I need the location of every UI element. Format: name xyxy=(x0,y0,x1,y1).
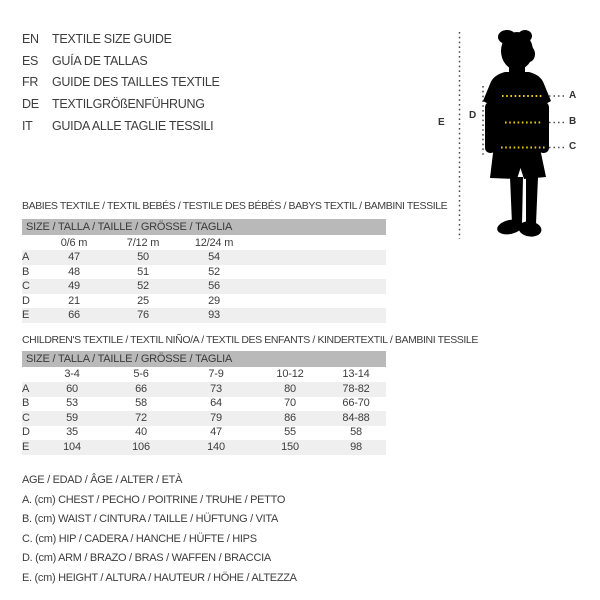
table-cell: 150 xyxy=(281,440,299,453)
children-table-body xyxy=(22,367,386,455)
table-cell: 93 xyxy=(208,309,220,322)
row-label: A xyxy=(22,382,30,395)
measure-label-d: D xyxy=(469,110,477,121)
size-header-label: SIZE / TALLA / TAILLE / GRÖSSE / TAGLIA xyxy=(26,221,233,233)
measurement-figure xyxy=(430,10,600,245)
language-code: ES xyxy=(22,53,39,68)
legend-items xyxy=(22,491,297,589)
table-cell: 40 xyxy=(135,426,147,439)
row-label: C xyxy=(22,411,30,424)
legend-item: D. (cm) ARM / BRAZO / BRAS / WAFFEN / BRACCIA xyxy=(22,552,271,565)
table-row xyxy=(22,440,386,455)
table-cell: 70 xyxy=(284,397,296,410)
table-cell: 47 xyxy=(68,251,80,264)
column-header: 3-4 xyxy=(64,367,80,380)
column-header-row xyxy=(22,367,386,382)
language-row xyxy=(22,115,220,137)
table-cell: 48 xyxy=(68,265,80,278)
column-header-row xyxy=(22,235,386,250)
measure-label-e: E xyxy=(438,117,445,128)
row-label: E xyxy=(22,440,30,453)
table-row xyxy=(22,382,386,397)
table-cell: 84-88 xyxy=(342,411,370,424)
child-silhouette-icon xyxy=(430,10,600,245)
table-cell: 79 xyxy=(210,411,222,424)
language-row xyxy=(22,71,220,93)
table-cell: 104 xyxy=(63,440,81,453)
table-cell: 59 xyxy=(66,411,78,424)
children-size-table xyxy=(22,351,386,455)
table-row xyxy=(22,250,386,265)
table-cell: 66-70 xyxy=(342,397,370,410)
babies-size-table xyxy=(22,219,386,323)
language-row xyxy=(22,50,220,72)
column-header: 10-12 xyxy=(276,367,304,380)
row-label: D xyxy=(22,426,30,439)
table-row xyxy=(22,265,386,280)
language-row xyxy=(22,28,220,50)
table-cell: 76 xyxy=(137,309,149,322)
children-size-header-bar xyxy=(22,351,386,367)
legend-age-line: AGE / EDAD / ÂGE / ALTER / ETÀ xyxy=(22,474,183,486)
table-cell: 140 xyxy=(207,440,225,453)
size-header-label: SIZE / TALLA / TAILLE / GRÖSSE / TAGLIA xyxy=(26,353,233,365)
legend-item: A. (cm) CHEST / PECHO / POITRINE / TRUHE / PETTO xyxy=(22,493,286,506)
table-cell: 52 xyxy=(208,265,220,278)
table-cell: 86 xyxy=(284,411,296,424)
babies-table-body xyxy=(22,235,386,323)
language-code: FR xyxy=(22,75,39,90)
table-cell: 56 xyxy=(208,280,220,293)
table-cell: 21 xyxy=(68,294,80,307)
language-label: GUIDA ALLE TAGLIE TESSILI xyxy=(52,118,214,133)
babies-section-title: BABIES TEXTILE / TEXTIL BEBÉS / TESTILE DES BÉBÉS / BABYS TEXTIL / BAMBINI TESSILE xyxy=(22,200,448,212)
row-label: A xyxy=(22,251,30,264)
legend-item: B. (cm) WAIST / CINTURA / TAILLE / HÜFTUNG / VITA xyxy=(22,513,279,526)
legend-item: C. (cm) HIP / CADERA / HANCHE / HÜFTE / HIPS xyxy=(22,532,257,545)
table-cell: 52 xyxy=(137,280,149,293)
measure-label-b: B xyxy=(569,116,577,127)
language-row xyxy=(22,93,220,115)
language-code: IT xyxy=(22,118,33,133)
table-cell: 58 xyxy=(350,426,362,439)
table-cell: 64 xyxy=(210,397,222,410)
table-row xyxy=(22,308,386,323)
column-header: 5-6 xyxy=(133,367,149,380)
table-cell: 66 xyxy=(68,309,80,322)
table-cell: 73 xyxy=(210,382,222,395)
children-section-title: CHILDREN'S TEXTILE / TEXTIL NIÑO/A / TEXTIL DES ENFANTS / KINDERTEXTIL / BAMBINI TESSILE xyxy=(22,334,478,346)
table-cell: 25 xyxy=(137,294,149,307)
row-label: D xyxy=(22,294,30,307)
measure-label-a: A xyxy=(569,90,577,101)
column-header: 7-9 xyxy=(208,367,224,380)
table-cell: 80 xyxy=(284,382,296,395)
measurement-legend xyxy=(22,471,297,589)
column-header: 13-14 xyxy=(342,367,370,380)
table-cell: 51 xyxy=(137,265,149,278)
table-cell: 72 xyxy=(135,411,147,424)
table-cell: 53 xyxy=(66,397,78,410)
table-row xyxy=(22,279,386,294)
table-cell: 47 xyxy=(210,426,222,439)
table-cell: 49 xyxy=(68,280,80,293)
language-list xyxy=(22,28,220,136)
measure-label-c: C xyxy=(569,141,577,152)
legend-item: E. (cm) HEIGHT / ALTURA / HAUTEUR / HÖHE / ALTEZZA xyxy=(22,571,297,584)
table-row xyxy=(22,397,386,412)
language-code: EN xyxy=(22,31,39,46)
row-label: C xyxy=(22,280,30,293)
column-header: 0/6 m xyxy=(60,236,88,249)
language-label: GUIDE DES TAILLES TEXTILE xyxy=(52,75,220,90)
babies-size-header-bar xyxy=(22,219,386,235)
table-cell: 58 xyxy=(135,397,147,410)
table-cell: 66 xyxy=(135,382,147,395)
table-cell: 98 xyxy=(350,440,362,453)
table-cell: 106 xyxy=(132,440,150,453)
table-cell: 35 xyxy=(66,426,78,439)
table-row xyxy=(22,411,386,426)
column-header: 12/24 m xyxy=(194,236,234,249)
table-cell: 29 xyxy=(208,294,220,307)
table-cell: 60 xyxy=(66,382,78,395)
language-label: TEXTILE SIZE GUIDE xyxy=(52,31,172,46)
column-header: 7/12 m xyxy=(126,236,160,249)
table-cell: 50 xyxy=(137,251,149,264)
row-label: B xyxy=(22,397,30,410)
row-label: E xyxy=(22,309,30,322)
row-label: B xyxy=(22,265,30,278)
child-silhouette xyxy=(483,30,551,238)
table-cell: 55 xyxy=(284,426,296,439)
table-cell: 78-82 xyxy=(342,382,370,395)
table-cell: 54 xyxy=(208,251,220,264)
table-row xyxy=(22,294,386,309)
language-label: GUÍA DE TALLAS xyxy=(52,53,148,68)
language-code: DE xyxy=(22,96,39,111)
table-row xyxy=(22,426,386,441)
language-label: TEXTILGRÖßENFÜHRUNG xyxy=(52,96,205,111)
